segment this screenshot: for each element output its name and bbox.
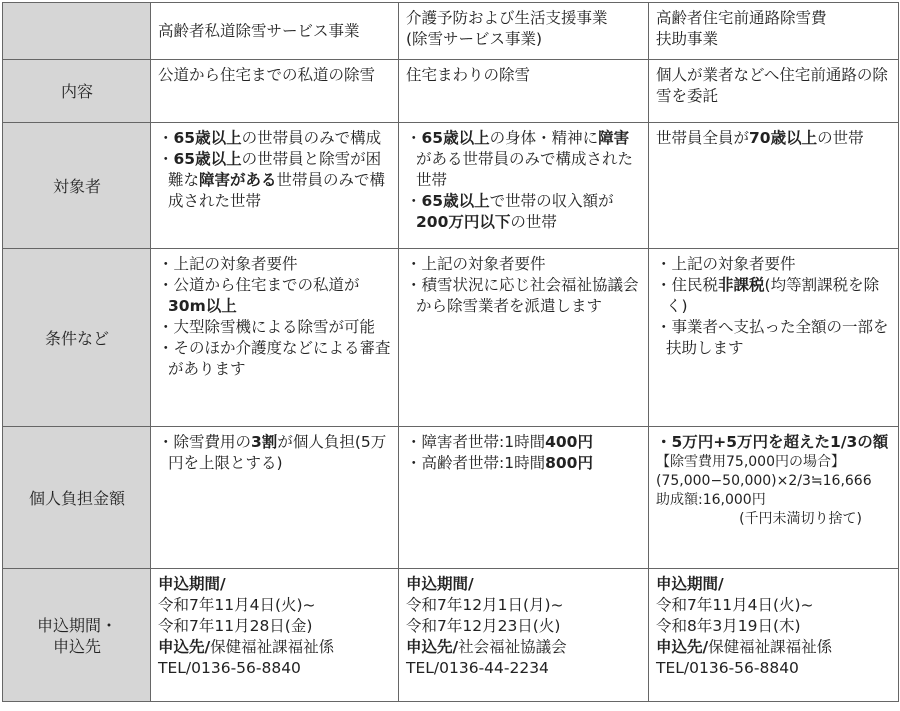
- row-label-conditions: 条件など: [3, 249, 151, 427]
- text: 世帯員全員が: [656, 129, 750, 147]
- row-eligibility: [3, 123, 899, 249]
- row-label-content: 内容: [3, 60, 151, 123]
- eligibility-col1-item: [158, 149, 392, 212]
- text: の世帯員のみで構成: [241, 129, 382, 147]
- period-from: 令和7年11月4日(火)~: [656, 596, 814, 614]
- destination-label: 申込先/: [656, 638, 709, 656]
- corner-cell: [3, 3, 151, 60]
- header-care-line2: (除雪サービス事業): [406, 30, 543, 48]
- destination-value: 保健福祉課福祉係: [708, 638, 833, 656]
- text: ・障害者世帯:1時間: [406, 433, 546, 451]
- text: が個人負担(5万円を上限とする): [168, 433, 387, 472]
- period-to: 令和7年11月28日(金): [158, 617, 313, 635]
- text: ・公道から住宅までの私道が: [158, 276, 360, 294]
- header-path-assistance-service: [649, 3, 899, 60]
- text: の世帯: [510, 213, 557, 231]
- eligibility-col2: [399, 123, 649, 249]
- period-from: 令和7年11月4日(火)~: [158, 596, 316, 614]
- burden-col1: [151, 427, 399, 569]
- phone-number: TEL/0136-44-2234: [406, 659, 549, 677]
- eligibility-col3: [649, 123, 899, 249]
- period-label: 申込期間/: [158, 575, 226, 593]
- period-label: 申込期間/: [406, 575, 474, 593]
- burden-example-calc: (75,000−50,000)×2/3≒16,666: [656, 473, 872, 489]
- header-private-road-service: [151, 3, 399, 60]
- content-col2: 住宅まわりの除雪: [399, 60, 649, 123]
- burden-col2: [399, 427, 649, 569]
- content-col3: 個人が業者などへ住宅前通路の除雪を委託: [649, 60, 899, 123]
- phone-number: TEL/0136-56-8840: [656, 659, 799, 677]
- bold-text: 3割: [251, 433, 278, 451]
- application-col1: [151, 569, 399, 702]
- row-label-application-line2: 申込先: [52, 636, 101, 656]
- row-label-burden: 個人負担金額: [3, 427, 151, 569]
- conditions-col1-item: ・そのほか介護度などによる審査があります: [158, 339, 391, 378]
- destination: [158, 637, 392, 658]
- bullet: ・: [158, 150, 174, 168]
- eligibility-col1: [151, 123, 399, 249]
- destination-label: 申込先/: [158, 638, 211, 656]
- destination: [656, 637, 892, 658]
- eligibility-col2-item: [406, 191, 642, 233]
- bold-text: 非課税: [718, 276, 765, 294]
- burden-col2-item: [406, 432, 642, 453]
- bold-text: 障害がある: [199, 171, 277, 189]
- burden-example-note: (千円未満切り捨て): [739, 511, 862, 527]
- text: の世帯員と除雪が困難な: [168, 150, 382, 189]
- burden-col3-main: ・5万円+5万円を超えた1/3の額: [656, 433, 889, 451]
- application-col3: [649, 569, 899, 702]
- row-label-eligibility: 対象者: [3, 123, 151, 249]
- bold-text: 65歳以上: [173, 129, 242, 147]
- eligibility-col1-item: [158, 128, 392, 149]
- row-application: [3, 569, 899, 702]
- header-row: [3, 3, 899, 60]
- bold-text: 30m以上: [168, 297, 237, 315]
- snow-removal-services-table: [2, 2, 899, 702]
- text: ・高齢者世帯:1時間: [406, 454, 546, 472]
- conditions-col2-item: ・上記の対象者要件: [406, 255, 546, 273]
- destination-value: 保健福祉課福祉係: [210, 638, 335, 656]
- bold-text: 800円: [545, 454, 593, 472]
- row-content: [3, 60, 899, 123]
- row-conditions: [3, 249, 899, 427]
- conditions-col3-item: ・事業者へ支払った全額の一部を扶助します: [656, 318, 889, 357]
- header-path-line2: 扶助事業: [656, 30, 719, 48]
- conditions-col1: [151, 249, 399, 427]
- burden-example-title: 【除雪費用75,000円の場合】: [656, 454, 845, 470]
- conditions-col2-item: ・積雪状況に応じ社会福祉協議会から除雪業者を派遣します: [406, 276, 639, 315]
- destination-value: 社会福祉協議会: [458, 638, 567, 656]
- header-path-line1: 高齢者住宅前通路除雪費: [656, 9, 827, 27]
- burden-col1-item: [158, 432, 392, 474]
- text: の世帯: [817, 129, 864, 147]
- period-to: 令和8年3月19日(木): [656, 617, 801, 635]
- burden-col2-item: [406, 453, 642, 474]
- text: がある世帯員のみで構成された世帯: [416, 150, 634, 189]
- destination: [406, 637, 642, 658]
- bold-text: 障害: [598, 129, 630, 147]
- content-col1: 公道から住宅までの私道の除雪: [151, 60, 399, 123]
- conditions-col1-item: ・上記の対象者要件: [158, 255, 298, 273]
- period-label: 申込期間/: [656, 575, 724, 593]
- bold-text: 65歳以上: [421, 192, 490, 210]
- burden-col3: [649, 427, 899, 569]
- bold-text: 200万円以下: [416, 213, 511, 231]
- conditions-col1-item: ・大型除雪機による除雪が可能: [158, 318, 376, 336]
- conditions-col1-item: [158, 275, 392, 317]
- eligibility-col2-item: [406, 128, 642, 191]
- conditions-col2: [399, 249, 649, 427]
- burden-example-amount: 助成額:16,000円: [656, 492, 766, 508]
- text: (均等割課税を除く): [666, 276, 880, 315]
- period-to: 令和7年12月23日(火): [406, 617, 561, 635]
- period-from: 令和7年12月1日(月)~: [406, 596, 564, 614]
- bold-text: 70歳以上: [749, 129, 818, 147]
- bullet: ・: [406, 129, 422, 147]
- conditions-col3-item: ・上記の対象者要件: [656, 255, 796, 273]
- bullet: ・: [158, 129, 174, 147]
- row-label-application: [3, 569, 151, 702]
- header-care-prevention-service: [399, 3, 649, 60]
- header-care-line1: 介護予防および生活支援事業: [406, 9, 608, 27]
- bold-text: 65歳以上: [173, 150, 242, 168]
- destination-label: 申込先/: [406, 638, 459, 656]
- bold-text: 400円: [545, 433, 593, 451]
- text: ・住民税: [656, 276, 719, 294]
- text: の身体・精神に: [489, 129, 599, 147]
- row-burden: [3, 427, 899, 569]
- row-label-application-line1: 申込期間・: [36, 615, 117, 635]
- bullet: ・: [406, 192, 422, 210]
- text: で世帯の収入額が: [489, 192, 614, 210]
- text: 世帯員のみで構成された世帯: [168, 171, 386, 210]
- phone-number: TEL/0136-56-8840: [158, 659, 301, 677]
- conditions-col3: [649, 249, 899, 427]
- conditions-col3-item: [656, 275, 892, 317]
- header-private-road-service-text: 高齢者私道除雪サービス事業: [158, 21, 360, 40]
- text: ・除雪費用の: [158, 433, 252, 451]
- application-col2: [399, 569, 649, 702]
- bold-text: 65歳以上: [421, 129, 490, 147]
